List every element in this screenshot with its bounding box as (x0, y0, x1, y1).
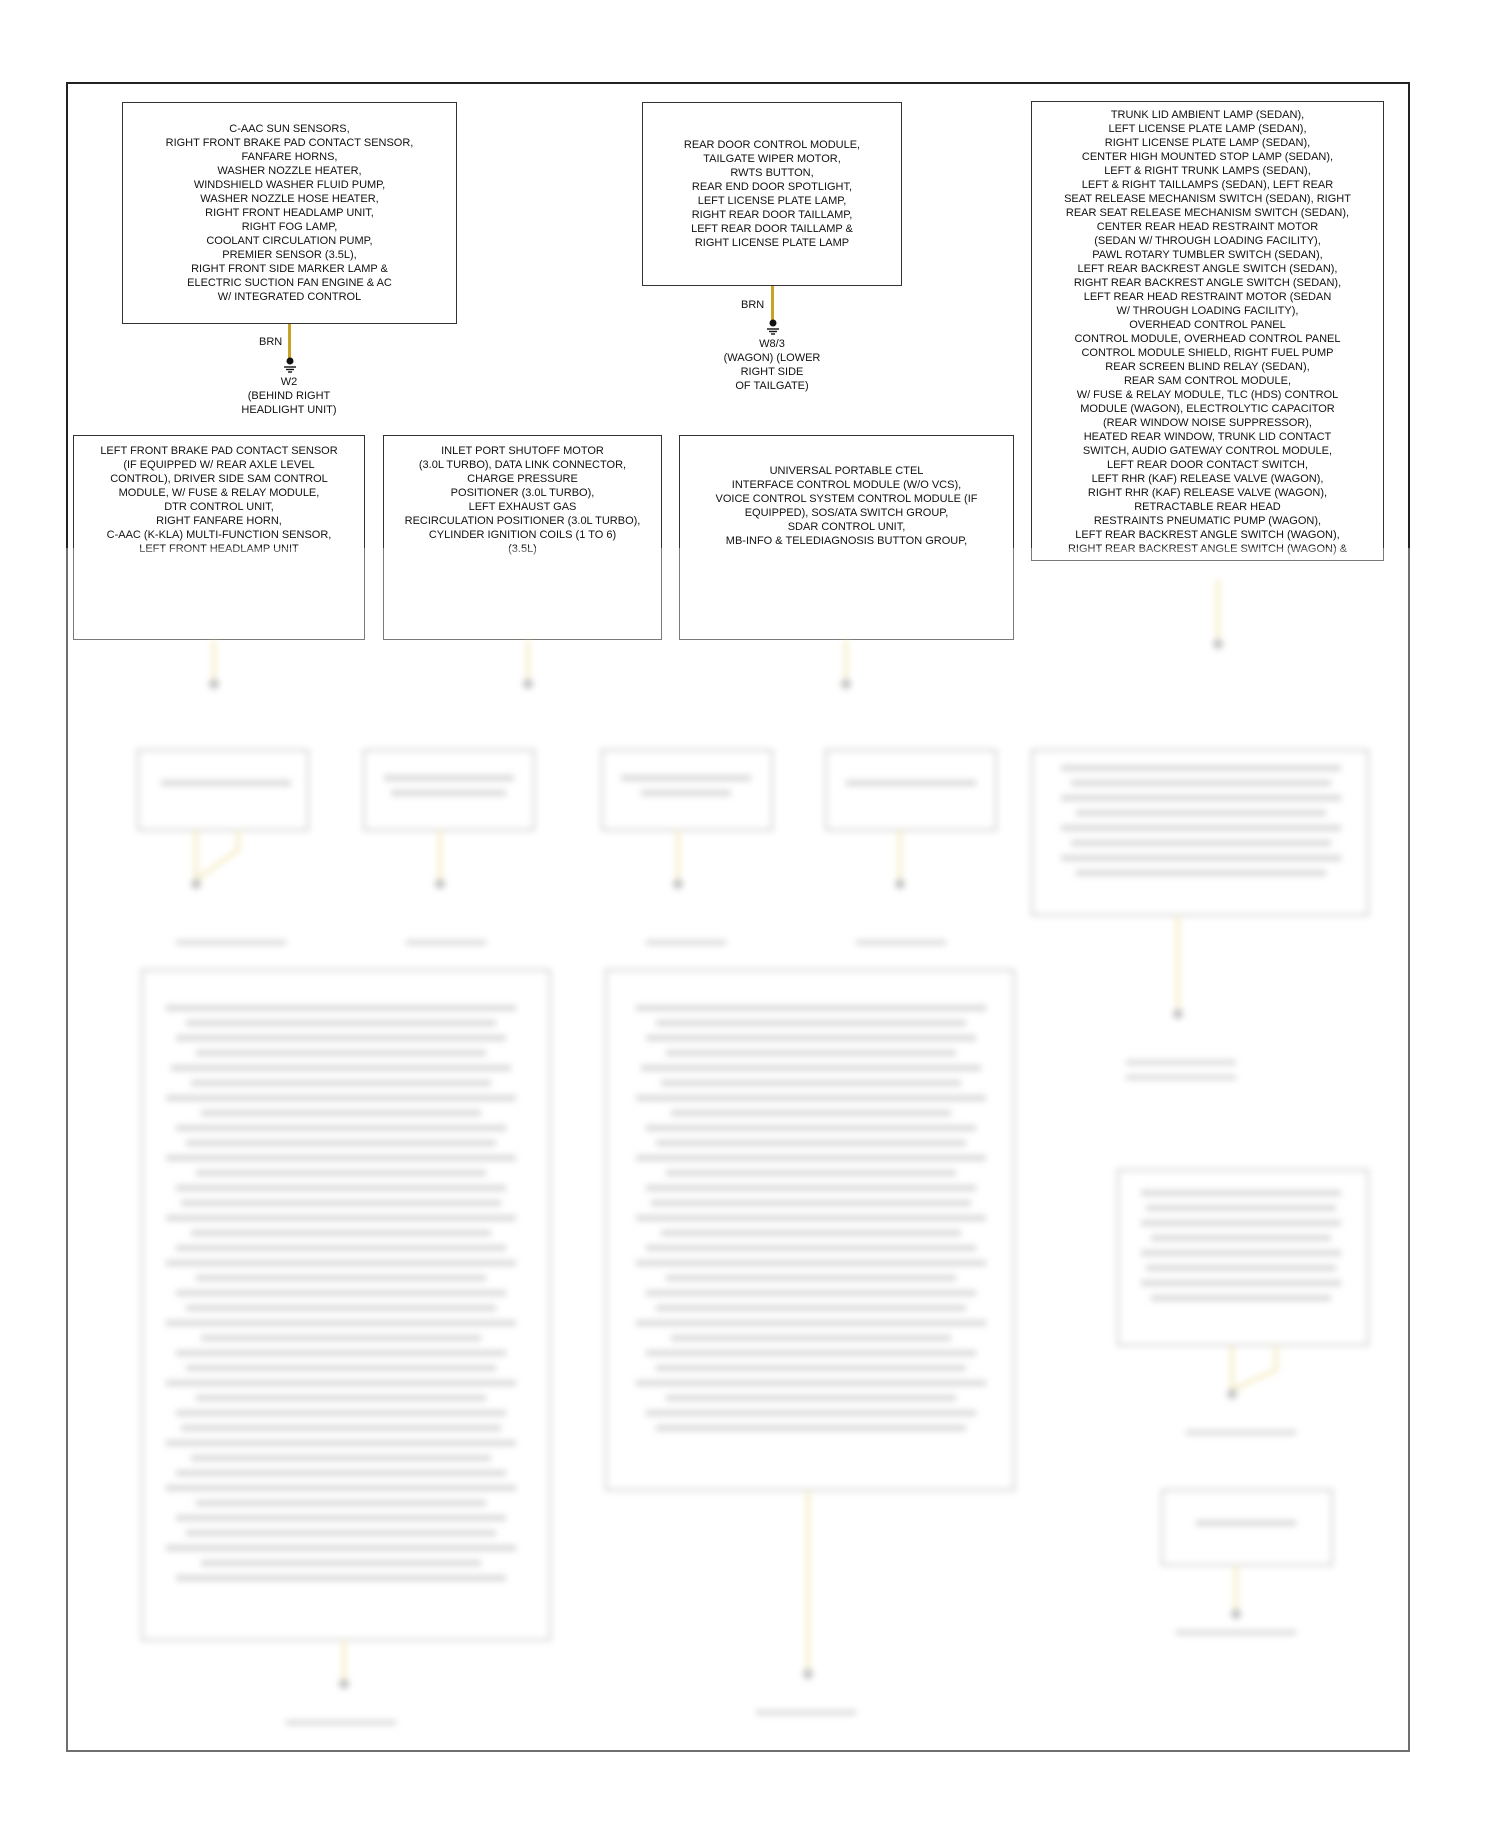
ground-point-label: W8/3 (WAGON) (LOWER RIGHT SIDE OF TAILGATE) (723, 338, 821, 392)
blurred-wiring (66, 550, 1410, 1754)
component-box-rear-door (642, 102, 902, 286)
ground-point-label: W2 (BEHIND RIGHT HEADLIGHT UNIT) (241, 376, 337, 416)
blurred-diagram-region (66, 550, 1410, 1754)
component-box-front-right (122, 102, 457, 324)
component-box-text: REAR DOOR CONTROL MODULE, TAILGATE WIPER MOTOR, RWTS BUTTON, REAR END DOOR SPOTLIGHT, LEFT LICENSE PLATE LAMP, RIGHT REAR DOOR TAILLAMP, LEFT REAR DOOR TAILLAMP & RIGHT LICENSE PLATE LAMP (683, 139, 861, 249)
wire-brn (288, 324, 291, 360)
component-box-text: LEFT FRONT BRAKE PAD CONTACT SENSOR (IF EQUIPPED W/ REAR AXLE LEVEL CONTROL), DRIVER SIDE SAM CONTROL MODULE, W/ FUSE & RELAY MODULE, DTR CONTROL UNIT, RIGHT FANFARE HORN, C-AAC (K-KLA) MULTI-FUNCTION SENSOR, LEFT FRONT HEADLAMP UNIT (100, 445, 338, 555)
wire-brn (771, 286, 774, 322)
component-box-trunk-lid (1031, 101, 1384, 561)
component-box-text: INLET PORT SHUTOFF MOTOR (3.0L TURBO), DATA LINK CONNECTOR, CHARGE PRESSURE POSITIONER (3.0L TURBO), LEFT EXHAUST GAS RECIRCULATION POSITIONER (3.0L TURBO), CYLINDER IGNITION COILS (1 TO 6) (3.5L) (404, 445, 641, 555)
component-box-text: UNIVERSAL PORTABLE CTEL INTERFACE CONTROL MODULE (W/O VCS), VOICE CONTROL SYSTEM CONTROL MODULE (IF EQUIPPED), SOS/ATA SWITCH GROUP, SDAR CONTROL UNIT, MB-INFO & TELEDIAGNOSIS BUTTON GROUP, (715, 465, 978, 547)
ground-icon (766, 319, 780, 335)
wire-label: BRN (259, 336, 283, 348)
wire-label: BRN (741, 299, 765, 311)
component-box-text: TRUNK LID AMBIENT LAMP (SEDAN), LEFT LICENSE PLATE LAMP (SEDAN), RIGHT LICENSE PLATE LAMP (SEDAN), CENTER HIGH MOUNTED STOP LAMP (SEDAN), LEFT & RIGHT TRUNK LAMPS (SEDAN), LEFT & RIGHT TAILLAMPS (SEDAN), LEFT REAR SEAT RELEASE MECHANISM SWITCH (SEDAN), RIGHT REAR SEAT RELEASE MECHANISM SWITCH (SEDAN), CENTER REAR HEAD RESTRAINT MOTOR (SEDAN W/ THROUGH LOADING FACILITY), PAWL ROTARY TUMBLER SWITCH (SEDAN), LEFT REAR BACKREST ANGLE SWITCH (SEDAN), RIGHT REAR BACKREST ANGLE SWITCH (SEDAN), LEFT REAR HEAD RESTRAINT MOTOR (SEDAN W/ THROUGH LOADING FACILITY), OVERHEAD CONTROL PANEL CONTROL MODULE, OVERHEAD CONTROL PANEL CONTROL MODULE SHIELD, RIGHT FUEL PUMP REAR SCREEN BLIND RELAY (SEDAN), REAR SAM CONTROL MODULE, W/ FUSE & RELAY MODULE, TLC (HDS) CONTROL MODULE (WAGON), ELECTROLYTIC CAPACITOR (REAR WINDOW NOISE SUPPRESSOR), HEATED REAR WINDOW, TRUNK LID CONTACT SWITCH, AUDIO GATEWAY CONTROL MODULE, LEFT REAR DOOR CONTACT SWITCH, LEFT RHR (KAF) RELEASE VALVE (WAGON), RIGHT RHR (KAF) RELEASE VALVE (WAGON), RETRACTABLE REAR HEAD RESTRAINTS PNEUMATIC PUMP (WAGON), LEFT REAR BACKREST ANGLE SWITCH (WAGON), RIGHT REAR BACKREST ANGLE SWITCH (WAGON) & (1064, 109, 1351, 555)
component-box-text: C-AAC SUN SENSORS, RIGHT FRONT BRAKE PAD CONTACT SENSOR, FANFARE HORNS, WASHER NOZZLE HEATER, WINDSHIELD WASHER FLUID PUMP, WASHER NOZZLE HOSE HEATER, RIGHT FRONT HEADLAMP UNIT, RIGHT FOG LAMP, COOLANT CIRCULATION PUMP, PREMIER SENSOR (3.5L), RIGHT FRONT SIDE MARKER LAMP & ELECTRIC SUCTION FAN ENGINE & AC W/ INTEGRATED CONTROL (165, 123, 414, 303)
ground-icon (283, 357, 297, 373)
